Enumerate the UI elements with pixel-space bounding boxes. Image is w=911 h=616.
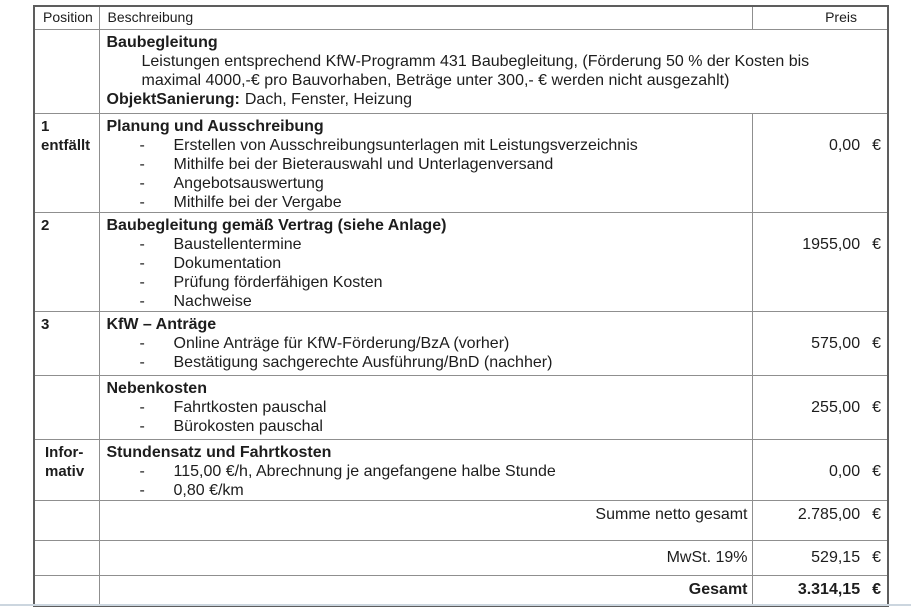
dash-marker: -	[139, 417, 145, 435]
bullet-list	[100, 136, 752, 212]
position-cell	[34, 113, 99, 212]
bullet-item	[100, 481, 752, 500]
position-cell	[34, 439, 99, 500]
objekt-value: Dach, Fenster, Heizung	[244, 90, 413, 108]
bullet-text: Bestätigung sachgerechte Ausführung/BnD (nachher)	[173, 353, 553, 371]
price-amount: 3.314,15	[797, 580, 861, 598]
position-cell	[34, 212, 99, 311]
bullet-list	[100, 235, 752, 311]
dash-marker: -	[139, 462, 145, 480]
description-cell	[99, 212, 752, 311]
summary-label: MwSt. 19%	[99, 540, 752, 575]
price-amount: 0,00	[828, 462, 861, 480]
dash-marker: -	[139, 235, 145, 253]
euro-sign: €	[872, 398, 881, 416]
position-note: entfällt	[41, 136, 91, 154]
bullet-item	[100, 235, 752, 254]
bullet-text: Angebotsauswertung	[173, 174, 324, 192]
price-cell	[752, 500, 888, 540]
euro-sign: €	[872, 462, 881, 480]
bullet-text: Dokumentation	[173, 254, 282, 272]
objekt-label: ObjektSanierung:	[106, 90, 240, 108]
objekt-line	[100, 90, 888, 109]
price-amount: 575,00	[811, 334, 861, 352]
price-cell	[752, 540, 888, 575]
item-title: Stundensatz und Fahrtkosten	[106, 443, 332, 461]
description-cell	[99, 311, 752, 375]
summary-label: Gesamt	[99, 575, 752, 606]
item-row-3	[34, 311, 888, 375]
position-number: 3	[41, 315, 50, 333]
bullet-text: 115,00 €/h, Abrechnung je angefangene halbe Stunde	[173, 462, 556, 480]
bullet-item	[100, 417, 752, 436]
column-header-position: Position	[34, 6, 99, 29]
table-header-row	[34, 6, 888, 29]
summary-row-netto	[34, 500, 888, 540]
bullet-text: Fahrtkosten pauschal	[173, 398, 327, 416]
bullet-item	[100, 398, 752, 417]
euro-sign: €	[872, 136, 881, 154]
price-amount: 255,00	[811, 398, 861, 416]
dash-marker: -	[139, 193, 145, 211]
euro-sign: €	[872, 334, 881, 352]
bullet-text: Baustellentermine	[173, 235, 302, 253]
item-title: Planung und Ausschreibung	[106, 117, 324, 135]
price-cell	[752, 439, 888, 500]
bullet-list	[100, 462, 752, 500]
bullet-item	[100, 462, 752, 481]
bullet-item	[100, 155, 752, 174]
dash-marker: -	[139, 398, 145, 416]
bullet-text: Bürokosten pauschal	[173, 417, 323, 435]
price-amount: 2.785,00	[797, 505, 861, 523]
euro-sign: €	[872, 548, 881, 566]
price-cell	[752, 375, 888, 439]
column-header-beschreibung: Beschreibung	[99, 6, 752, 29]
bullet-list	[100, 334, 752, 372]
position-cell	[34, 375, 99, 439]
bullet-text: 0,80 €/km	[173, 481, 244, 499]
item-title: KfW – Anträge	[106, 315, 217, 333]
dash-marker: -	[139, 136, 145, 154]
bullet-list	[100, 398, 752, 436]
column-header-preis: Preis	[752, 6, 888, 29]
bullet-text: Mithilfe bei der Bieterauswahl und Unterlagenversand	[173, 155, 554, 173]
item-row-1	[34, 113, 888, 212]
bullet-item	[100, 136, 752, 155]
bullet-text: Mithilfe bei der Vergabe	[173, 193, 342, 211]
item-row-nebenkosten	[34, 375, 888, 439]
position-cell	[34, 311, 99, 375]
dash-marker: -	[139, 353, 145, 371]
summary-label: Summe netto gesamt	[99, 500, 752, 540]
bullet-item	[100, 273, 752, 292]
bullet-item	[100, 193, 752, 212]
price-cell	[752, 113, 888, 212]
bullet-item	[100, 334, 752, 353]
position-cell	[34, 540, 99, 575]
item-title: Nebenkosten	[106, 379, 207, 397]
bullet-item	[100, 292, 752, 311]
euro-sign: €	[872, 505, 881, 523]
euro-sign: €	[872, 235, 881, 253]
position-cell	[34, 575, 99, 606]
description-cell	[99, 375, 752, 439]
description-cell	[99, 439, 752, 500]
summary-row-gesamt	[34, 575, 888, 606]
bullet-item	[100, 254, 752, 273]
dash-marker: -	[139, 273, 145, 291]
section-title: Baubegleitung	[106, 33, 218, 51]
intro-paragraph-line: maximal 4000,-€ pro Bauvorhaben, Beträge unter 300,- € werden nicht ausgezahlt)	[141, 71, 730, 89]
item-row-informativ	[34, 439, 888, 500]
description-cell	[99, 113, 752, 212]
position-note: mativ	[45, 462, 85, 480]
position-number: 2	[41, 216, 50, 234]
price-cell	[752, 212, 888, 311]
dash-marker: -	[139, 481, 145, 499]
bullet-text: Prüfung förderfähigen Kosten	[173, 273, 383, 291]
intro-paragraph-line: Leistungen entsprechend KfW-Programm 431 Baubegleitung, (Förderung 50 % der Kosten bis	[141, 52, 810, 70]
quote-table	[33, 5, 889, 607]
bullet-text: Erstellen von Ausschreibungsunterlagen mit Leistungsverzeichnis	[173, 136, 638, 154]
position-cell	[34, 500, 99, 540]
dash-marker: -	[139, 155, 145, 173]
euro-sign: €	[872, 580, 881, 598]
intro-row	[34, 29, 888, 113]
price-cell	[752, 311, 888, 375]
intro-cell	[99, 29, 888, 113]
summary-row-mwst	[34, 540, 888, 575]
dash-marker: -	[139, 334, 145, 352]
page-edge-line	[0, 604, 911, 606]
position-cell	[34, 29, 99, 113]
bullet-item	[100, 353, 752, 372]
position-number: 1	[41, 117, 50, 135]
position-note: Infor-	[45, 443, 84, 461]
bullet-text: Online Anträge für KfW-Förderung/BzA (vorher)	[173, 334, 510, 352]
dash-marker: -	[139, 254, 145, 272]
price-amount: 529,15	[811, 548, 861, 566]
bullet-text: Nachweise	[173, 292, 252, 310]
dash-marker: -	[139, 174, 145, 192]
item-row-2	[34, 212, 888, 311]
bullet-item	[100, 174, 752, 193]
price-amount: 1955,00	[802, 235, 861, 253]
item-title: Baubegleitung gemäß Vertrag (siehe Anlage)	[106, 216, 447, 234]
price-cell	[752, 575, 888, 606]
dash-marker: -	[139, 292, 145, 310]
price-amount: 0,00	[828, 136, 861, 154]
